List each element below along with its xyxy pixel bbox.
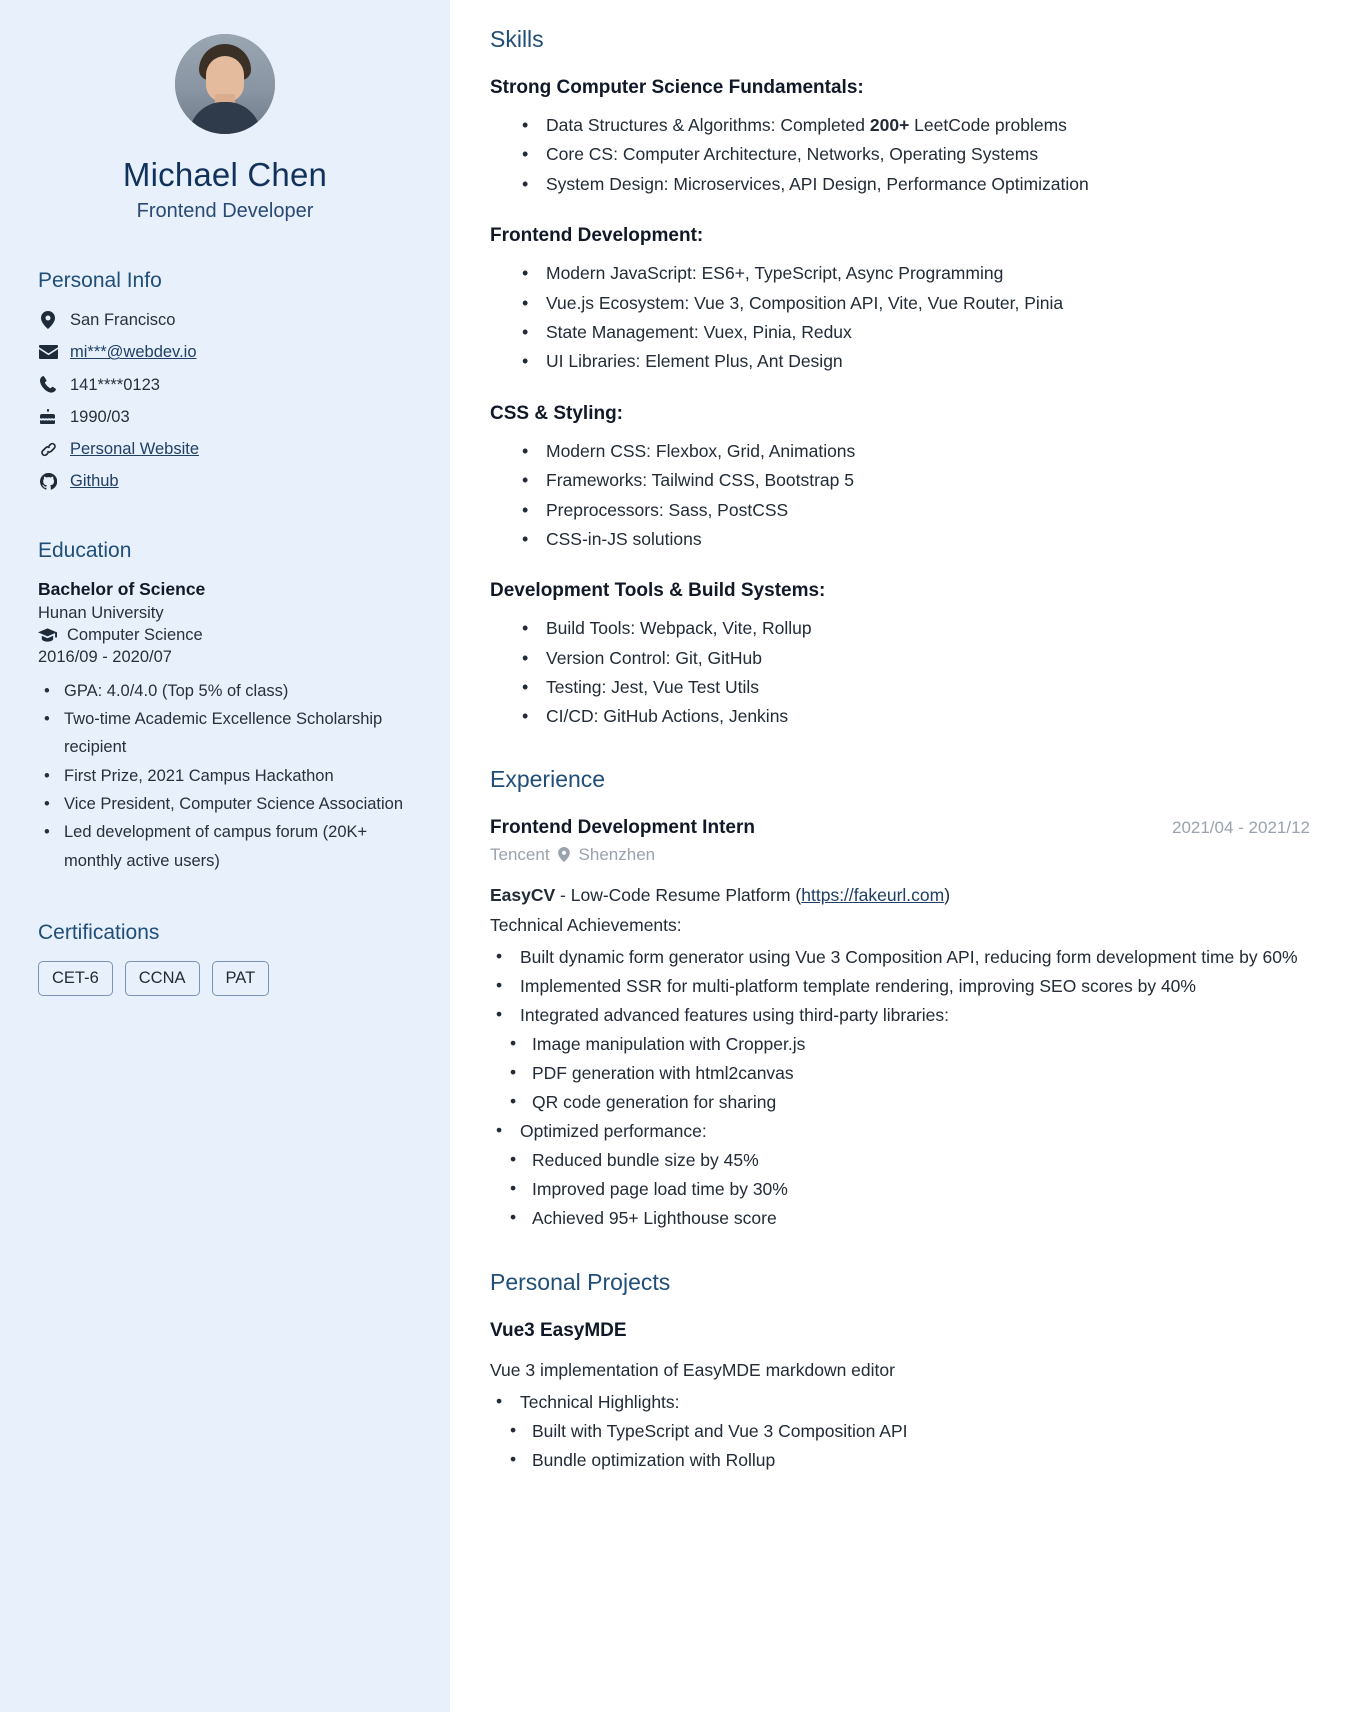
list-item: • CI/CD: GitHub Actions, Jenkins [518,702,1310,731]
list-item: • Data Structures & Algorithms: Completed 200+ LeetCode problems [518,111,1310,140]
info-row-github[interactable] [38,470,412,492]
location-text: San Francisco [70,311,176,329]
project-title: Vue3 EasyMDE [490,1320,627,1342]
list-item: • Integrated advanced features using third-party libraries: [490,1001,1310,1030]
certifications-list [38,961,412,996]
experience-project-name: EasyCV [490,884,556,905]
education-degree: Bachelor of Science [38,578,206,599]
list-item: • Two-time Academic Excellence Scholarship recipient [38,705,412,762]
skills-group-title: Development Tools & Build Systems: [490,580,826,602]
skills-group-list [490,259,1310,377]
info-row-email[interactable] [38,341,412,363]
birthday-text: 1990/03 [70,407,130,426]
list-item: • Achieved 95+ Lighthouse score [490,1204,1310,1233]
experience-project-line [490,881,1310,909]
list-item: • State Management: Vuex, Pinia, Redux [518,318,1310,347]
location-pin-icon [558,847,571,862]
list-item: • Modern CSS: Flexbox, Grid, Animations [518,437,1310,466]
list-item: • Build Tools: Webpack, Vite, Rollup [518,614,1310,643]
github-link[interactable]: Github [70,472,119,491]
experience-role: Frontend Development Intern [490,816,755,838]
list-item: • CSS-in-JS solutions [518,525,1310,554]
skills-group-list [490,111,1310,199]
list-item: • PDF generation with html2canvas [490,1059,1310,1088]
github-icon [38,473,58,490]
project-description: Vue 3 implementation of EasyMDE markdown editor [490,1360,895,1381]
education-bullets [38,677,412,876]
list-item: • First Prize, 2021 Campus Hackathon [38,762,412,790]
education-major-text: Computer Science [67,625,203,644]
list-item: • Optimized performance: [490,1117,1310,1146]
list-item: • Frameworks: Tailwind CSS, Bootstrap 5 [518,466,1310,495]
list-item: • Image manipulation with Cropper.js [490,1030,1310,1059]
skills-group-list [490,437,1310,555]
experience-project-url[interactable]: https://fakeurl.com [801,884,945,905]
sidebar [0,0,450,1712]
main-content [450,0,1358,1712]
list-item: • Core CS: Computer Architecture, Networks, Operating Systems [518,140,1310,169]
list-item: • QR code generation for sharing [490,1088,1310,1117]
experience-project-desc-end: ) [944,884,951,905]
list-item: • Led development of campus forum (20K+ monthly active users) [38,818,412,875]
list-item: • Version Control: Git, GitHub [518,644,1310,673]
list-item: • Built with TypeScript and Vue 3 Composition API [490,1417,1310,1446]
experience-location: Shenzhen [578,844,656,864]
skills-group-list [490,614,1310,732]
info-row-website[interactable] [38,438,412,460]
graduation-cap-icon [38,628,58,642]
info-row-location [38,309,412,331]
experience-achievements-list [490,943,1310,1233]
envelope-icon [38,345,58,359]
skills-group-title: CSS & Styling: [490,402,624,424]
phone-icon [38,376,58,393]
certification-badge: CCNA [125,961,200,996]
education-school: Hunan University [38,603,164,622]
list-item: • Bundle optimization with Rollup [490,1446,1310,1475]
list-item: • Built dynamic form generator using Vue 3 Composition API, reducing form development time by 60% [490,943,1310,972]
list-item: • System Design: Microservices, API Design, Performance Optimization [518,170,1310,199]
education-heading: Education [38,538,132,562]
info-row-phone [38,374,412,396]
experience-company: Tencent [490,844,550,864]
experience-heading: Experience [490,765,606,792]
skills-group-title: Strong Computer Science Fundamentals: [490,77,864,98]
certification-badge: CET-6 [38,961,113,996]
list-item: • Preprocessors: Sass, PostCSS [518,496,1310,525]
email-link[interactable]: mi***@webdev.io [70,343,197,362]
list-item: • Implemented SSR for multi-platform template rendering, improving SEO scores by 40% [490,972,1310,1001]
list-item: • GPA: 4.0/4.0 (Top 5% of class) [38,677,412,705]
avatar-container [38,34,412,134]
experience-date: 2021/04 - 2021/12 [1171,817,1310,837]
projects-heading: Personal Projects [490,1269,671,1296]
list-item: • UI Libraries: Element Plus, Ant Design [518,347,1310,376]
location-pin-icon [38,311,58,329]
experience-header [490,817,1310,839]
list-item: • Vue.js Ecosystem: Vue 3, Composition API, Vite, Vue Router, Pinia [518,289,1310,318]
list-item: • Testing: Jest, Vue Test Utils [518,673,1310,702]
list-item: • Reduced bundle size by 45% [490,1146,1310,1175]
project-highlights-list [490,1388,1310,1475]
list-item: • Technical Highlights: [490,1388,1310,1417]
phone-text: 141****0123 [70,375,160,394]
page-title: Michael Chen [122,156,328,193]
personal-info-heading: Personal Info [38,269,162,292]
experience-project-desc: - Low-Code Resume Platform ( [555,884,802,905]
experience-company-row [490,845,1310,865]
list-item: • Modern JavaScript: ES6+, TypeScript, Async Programming [518,259,1310,288]
website-link[interactable]: Personal Website [70,440,200,459]
info-row-birthday [38,406,412,428]
certification-badge: PAT [212,961,270,996]
certifications-heading: Certifications [38,921,160,945]
birthday-icon [38,409,58,425]
list-item: • Vice President, Computer Science Association [38,790,412,818]
education-dates: 2016/09 - 2020/07 [38,647,172,666]
list-item: • Improved page load time by 30% [490,1175,1310,1204]
avatar [175,34,275,134]
skills-heading: Skills [490,26,544,52]
job-title: Frontend Developer [136,200,314,222]
education-major [38,626,412,645]
experience-achievements-label: Technical Achievements: [490,914,682,935]
link-icon [38,441,58,458]
skills-group-title: Frontend Development: [490,225,704,247]
